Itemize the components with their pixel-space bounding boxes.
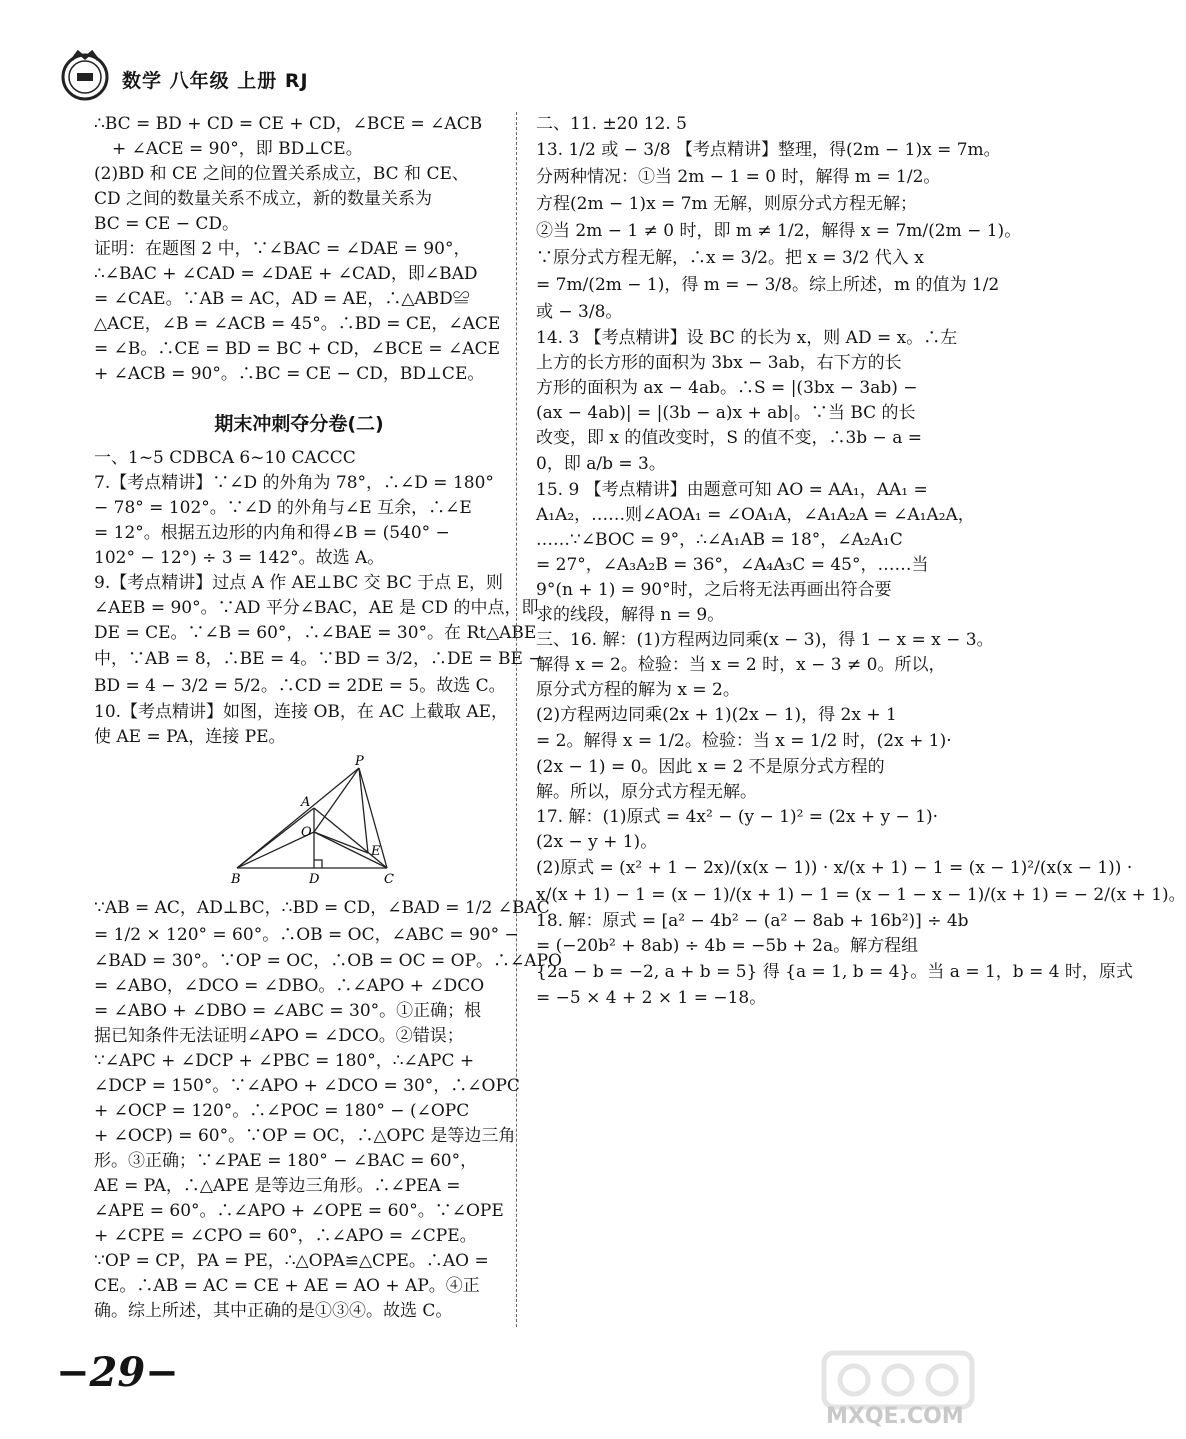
answer-line: AE = PA，∴△APE 是等边三角形。∴∠PEA = <box>94 1176 461 1196</box>
answer-line: 一、1~5 CDBCA 6~10 CACCC <box>94 448 356 468</box>
answer-line: 据已知条件无法证明∠APO = ∠DCO。②错误； <box>94 1026 464 1046</box>
answer-line: (2)方程两边同乘(2x + 1)(2x − 1)，得 2x + 1 <box>536 705 897 725</box>
answer-line: (ax − 4ab)| = |(3b − a)x + ab|。∵当 BC 的长 <box>536 403 916 423</box>
answer-line: 方形的面积为 ax − 4ab。∴S = |(3bx − 3ab) − <box>536 378 918 398</box>
answer-line: ∵OP = CP，PA = PE，∴△OPA≌△CPE。∴AO = <box>94 1251 489 1271</box>
left-column <box>94 112 562 1324</box>
text-line: + ∠ACE = 90°，即 BD⊥CE。 <box>112 139 363 159</box>
label-A: A <box>301 795 311 810</box>
answer-line: 改变，即 x 的值改变时，S 的值不变，∴3b − a = <box>536 428 922 448</box>
answer-line: = −5 × 4 + 2 × 1 = −18。 <box>536 988 767 1008</box>
right-column <box>536 112 1186 1011</box>
answer-line: + ∠OCP) = 60°。∵OP = OC，∴△OPC 是等边三角 <box>94 1126 516 1146</box>
answer-line: 形。③正确；∵∠PAE = 180° − ∠BAC = 60°， <box>94 1151 478 1171</box>
text-line: 证明：在题图 2 中，∵∠BAC = ∠DAE = 90°， <box>94 239 471 259</box>
text-line: CD 之间的数量关系不成立，新的数量关系为 <box>94 189 433 209</box>
answer-line: 上方的长方形的面积为 3bx − 3ab，右下方的长 <box>536 353 902 373</box>
text-line: = ∠B。∴CE = BD = BC + CD，∠BCE = ∠ACE <box>94 339 500 359</box>
label-O: O <box>301 825 312 840</box>
answer-line: + ∠CPE = ∠CPO = 60°，∴∠APO = ∠CPE。 <box>94 1226 477 1246</box>
answer-line: 0，即 a/b = 3。 <box>536 454 666 474</box>
answer-line: 三、16. 解：(1)方程两边同乘(x − 3)，得 1 − x = x − 3。 <box>536 630 994 650</box>
label-E: E <box>371 844 381 859</box>
answer-line: 15. 9 【考点精讲】由题意可知 AO = AA₁，AA₁ = <box>536 480 928 500</box>
answer-line: 解。所以，原分式方程无解。 <box>536 782 757 802</box>
answer-line: 方程(2m − 1)x = 7m 无解，则原分式方程无解； <box>536 194 918 214</box>
answer-line: = (−20b² + 8ab) ÷ 4b = −5b + 2a。解方程组 <box>536 936 919 956</box>
answer-line: ∵原分式方程无解，∴x = 3/2。把 x = 3/2 代入 x <box>536 248 924 268</box>
answer-line: 求的线段，解得 n = 9。 <box>536 605 725 625</box>
answer-line: 确。综上所述，其中正确的是①③④。故选 C。 <box>94 1301 453 1321</box>
answer-line: + ∠OCP = 120°。∴∠POC = 180° − (∠OPC <box>94 1101 470 1121</box>
answer-line: ∵∠APC + ∠DCP + ∠PBC = 180°，∴∠APC + <box>94 1051 475 1071</box>
page-header <box>58 48 458 106</box>
label-C: C <box>384 872 394 887</box>
answer-line: 分两种情况：①当 2m − 1 = 0 时，解得 m = 1/2。 <box>536 167 941 187</box>
answer-line: {2a − b = −2, a + b = 5} 得 {a = 1, b = 4}。当 a = 1，b = 4 时，原式 <box>536 962 1133 982</box>
section-title: 期末冲刺夺分卷(二) <box>214 413 384 435</box>
answer-line: (2x − 1) = 0。因此 x = 2 不是原分式方程的 <box>536 757 885 777</box>
answer-line: ∠AEB = 90°。∵AD 平分∠BAC，AE 是 CD 的中点，即 <box>94 598 539 618</box>
answer-line: 13. 1/2 或 − 3/8 【考点精讲】整理，得(2m − 1)x = 7m。 <box>536 140 1001 160</box>
header-title: 数学 八年级 上册 RJ <box>122 70 309 92</box>
answer-line: 9°(n + 1) = 90°时，之后将无法再画出符合要 <box>536 580 892 600</box>
column-divider <box>516 112 517 1327</box>
answer-line: = 12°。根据五边形的内角和得∠B = (540° − <box>94 523 450 543</box>
answer-line: 中，∵AB = 8，∴BE = 4。∵BD = 3/2，∴DE = BE − <box>94 649 543 669</box>
answer-line: 或 − 3/8。 <box>536 302 623 322</box>
publisher-logo-icon <box>58 48 112 102</box>
answer-line: BD = 4 − 3/2 = 5/2。∴CD = 2DE = 5。故选 C。 <box>94 676 506 696</box>
text-line: ∴∠BAC + ∠CAD = ∠DAE + ∠CAD，即∠BAD <box>94 264 478 284</box>
answer-line: 18. 解：原式 = [a² − 4b² − (a² − 8ab + 16b²)] ÷ 4b <box>536 911 969 931</box>
answer-line: x/(x + 1) − 1 = (x − 1)/(x + 1) − 1 = (x − 1 − x − 1)/(x + 1) = − 2/(x + 1)。 <box>536 885 1186 905</box>
label-P: P <box>355 754 364 769</box>
text-line: ∴BC = BD + CD = CE + CD，∠BCE = ∠ACB <box>94 114 483 134</box>
label-B: B <box>231 872 241 887</box>
answer-line: 10.【考点精讲】如图，连接 OB，在 AC 上截取 AE， <box>94 702 509 722</box>
answer-line: CE。∴AB = AC = CE + AE = AO + AP。④正 <box>94 1276 480 1296</box>
answer-line: 14. 3 【考点精讲】设 BC 的长为 x，则 AD = x。∴左 <box>536 328 958 348</box>
answer-line: 解得 x = 2。检验：当 x = 2 时，x − 3 ≠ 0。所以， <box>536 655 946 675</box>
text-line: △ACE，∠B = ∠ACB = 45°。∴BD = CE，∠ACE <box>94 314 501 334</box>
text-line: + ∠ACB = 90°。∴BC = CE − CD，BD⊥CE。 <box>94 364 485 384</box>
answer-line: 17. 解：(1)原式 = 4x² − (y − 1)² = (2x + y − 1)· <box>536 807 939 827</box>
answer-line: ②当 2m − 1 ≠ 0 时，即 m ≠ 1/2，解得 x = 7m/(2m − 1)。 <box>536 221 1022 241</box>
watermark-text: MXQE.COM <box>826 1404 964 1429</box>
answer-line: DE = CE。∵∠B = 60°，∴∠BAE = 30°。在 Rt△ABE <box>94 623 537 643</box>
answer-line: ∵AB = AC，AD⊥BC，∴BD = CD，∠BAD = 1/2 ∠BAC <box>94 898 550 918</box>
answer-line: 9.【考点精讲】过点 A 作 AE⊥BC 交 BC 于点 E，则 <box>94 573 504 593</box>
answer-line: 使 AE = PA，连接 PE。 <box>94 727 286 747</box>
answer-line: 102° − 12°) ÷ 3 = 142°。故选 A。 <box>94 548 385 568</box>
answer-line: ……∵∠BOC = 9°，∴∠A₁AB = 18°，∠A₂A₁C <box>536 530 903 550</box>
answer-line: A₁A₂，……则∠AOA₁ = ∠OA₁A，∠A₁A₂A = ∠A₁A₂A， <box>536 505 975 525</box>
answer-line: = ∠ABO，∠DCO = ∠DBO。∴∠APO + ∠DCO <box>94 976 485 996</box>
answer-line: 二、11. ±20 12. 5 <box>536 114 687 134</box>
answer-line: − 78° = 102°。∵∠D 的外角与∠E 互余，∴∠E <box>94 498 472 518</box>
answer-line: (2x − y + 1)。 <box>536 832 658 852</box>
answer-line: ∠APE = 60°。∴∠APO + ∠OPE = 60°。∵∠OPE <box>94 1201 504 1221</box>
answer-line: ∠BAD = 30°。∵OP = OC，∴OB = OC = OP。∴∠APO <box>94 951 562 971</box>
answer-line: = 7m/(2m − 1)，得 m = − 3/8。综上所述，m 的值为 1/2 <box>536 275 1000 295</box>
answer-line: = 2。解得 x = 1/2。检验：当 x = 1/2 时，(2x + 1)· <box>536 731 952 751</box>
answer-line: = ∠ABO + ∠DBO = ∠ABC = 30°。①正确；根 <box>94 1001 482 1021</box>
geometry-figure <box>229 756 399 886</box>
answer-line: (2)原式 = (x² + 1 − 2x)/(x(x − 1)) · x/(x + 1) − 1 = (x − 1)²/(x(x − 1)) · <box>536 858 1133 878</box>
text-line: = ∠CAE。∵AB = AC，AD = AE，∴△ABD≌ <box>94 289 470 309</box>
label-D: D <box>309 872 320 887</box>
text-line: BC = CE − CD。 <box>94 214 239 234</box>
answer-line: ∠DCP = 150°。∵∠APO + ∠DCO = 30°，∴∠OPC <box>94 1076 520 1096</box>
answer-line: 原分式方程的解为 x = 2。 <box>536 680 740 700</box>
answer-line: 7.【考点精讲】∵∠D 的外角为 78°，∴∠D = 180° <box>94 473 494 493</box>
answer-line: = 27°，∠A₃A₂B = 36°，∠A₄A₃C = 45°，……当 <box>536 555 929 575</box>
answer-line: = 1/2 × 120° = 60°。∴OB = OC，∠ABC = 90° − <box>94 925 519 945</box>
page-number: −29− <box>56 1349 179 1396</box>
text-line: (2)BD 和 CE 之间的位置关系成立，BC 和 CE、 <box>94 164 469 184</box>
